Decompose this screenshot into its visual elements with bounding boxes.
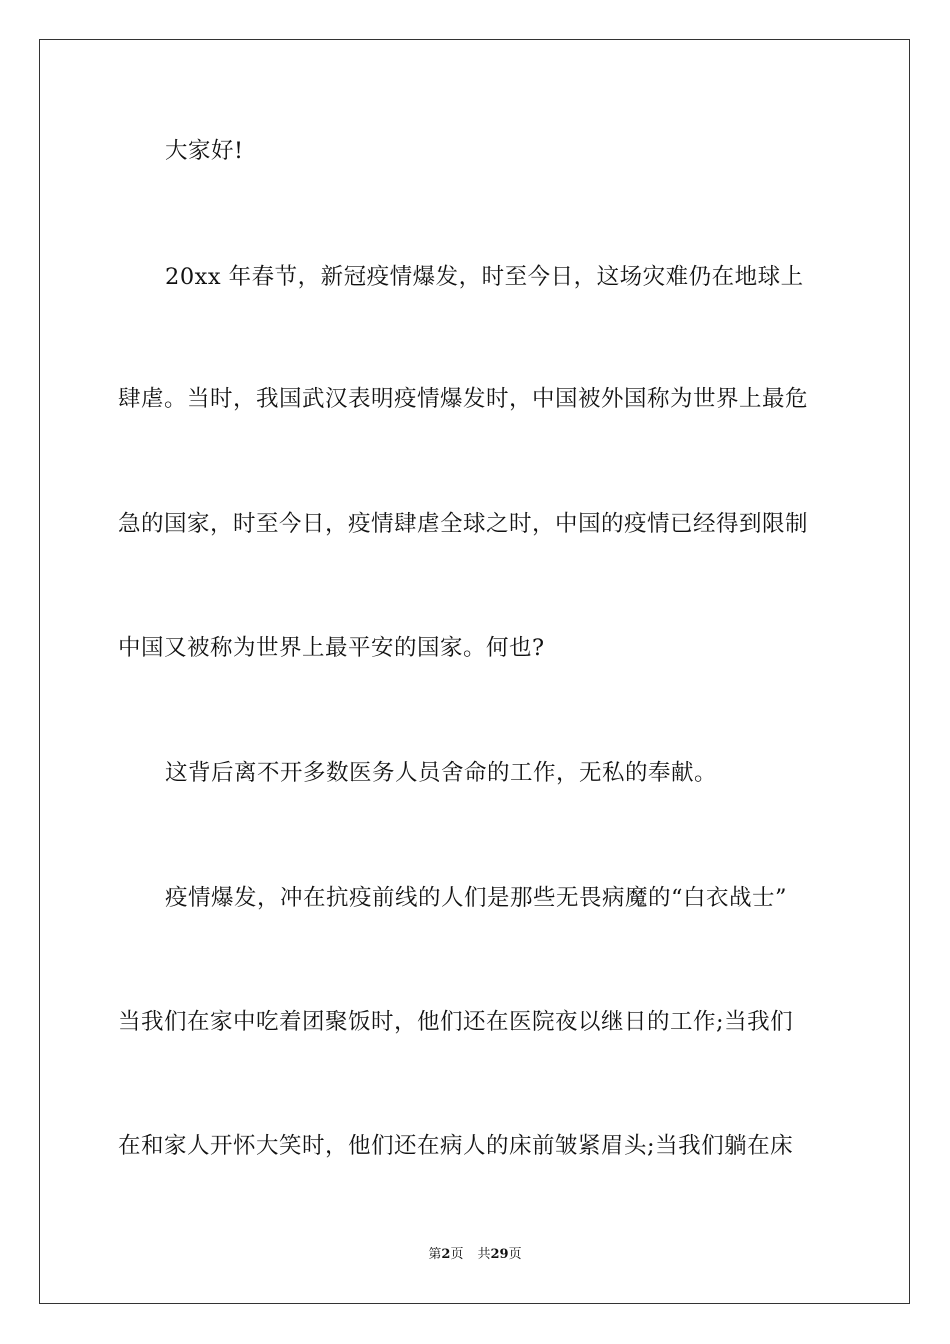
paragraph-line-9: 在和家人开怀大笑时，他们还在病人的床前皱紧眉头;当我们躺在床	[118, 1133, 794, 1159]
total-pages-prefix: 共	[477, 1247, 491, 1262]
page-border	[39, 39, 910, 1304]
paragraph-line-3: 肆虐。当时，我国武汉表明疫情爆发时，中国被外国称为世界上最危	[118, 386, 809, 412]
page-number-suffix: 页	[450, 1247, 464, 1262]
page-number-prefix: 第	[428, 1247, 442, 1262]
paragraph-line-6: 这背后离不开多数医务人员舍命的工作，无私的奉献。	[165, 760, 718, 786]
page-footer	[0, 1246, 950, 1264]
total-pages-number: 29	[490, 1247, 509, 1262]
paragraph-line-8: 当我们在家中吃着团聚饭时，他们还在医院夜以继日的工作;当我们	[118, 1009, 794, 1035]
paragraph-line-5: 中国又被称为世界上最平安的国家。何也?	[118, 635, 545, 661]
paragraph-line-1: 大家好!	[165, 138, 244, 164]
paragraph-line-4: 急的国家，时至今日，疫情肆虐全球之时，中国的疫情已经得到限制	[118, 511, 809, 537]
total-pages-suffix: 页	[508, 1247, 522, 1262]
paragraph-line-7: 疫情爆发，冲在抗疫前线的人们是那些无畏病魔的“白衣战士”	[165, 885, 788, 911]
paragraph-line-2: 20xx 年春节，新冠疫情爆发，时至今日，这场灾难仍在地球上	[165, 264, 804, 290]
current-page-number: 2	[441, 1247, 451, 1262]
